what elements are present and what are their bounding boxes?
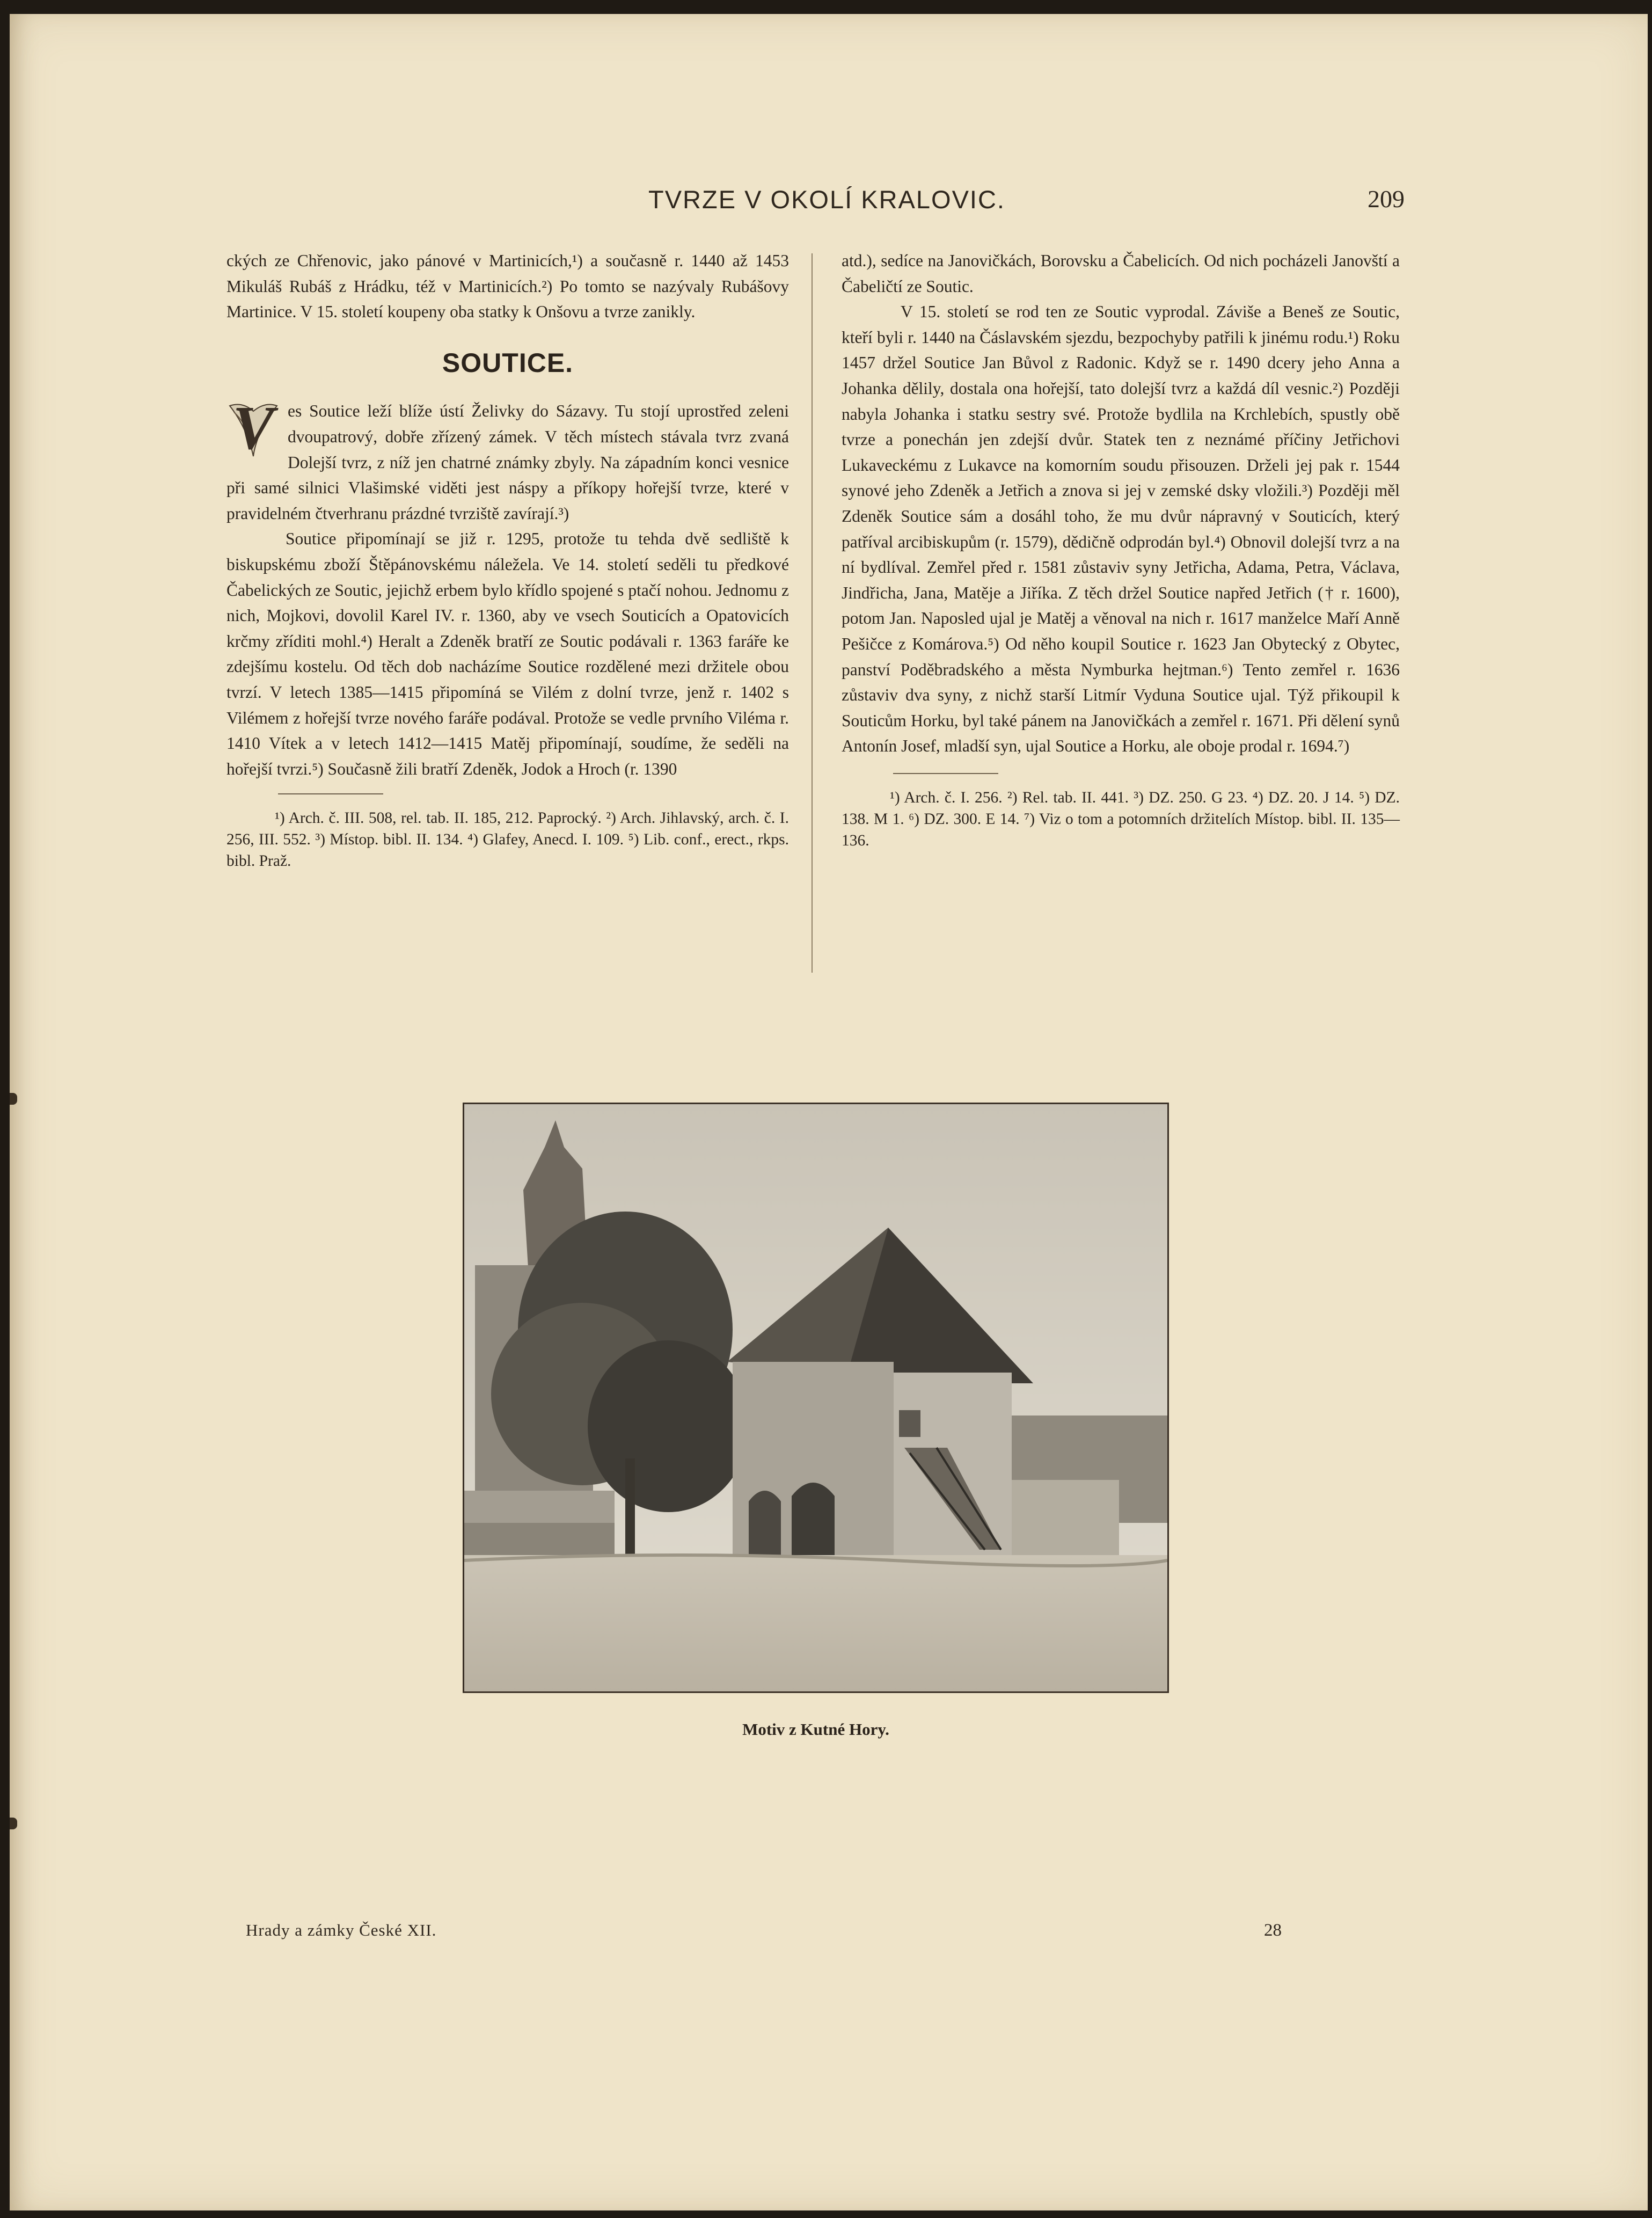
figure-caption: Motiv z Kutné Hory.	[742, 1720, 889, 1739]
right-paragraph-1: atd.), sedíce na Janovičkách, Borovsku a Čabelicích. Od nich pocházeli Janovští a Čabeličtí ze Soutic.	[842, 251, 1400, 296]
binding-mark	[10, 1818, 17, 1829]
footer-book-title: Hrady a zámky České XII.	[246, 1921, 437, 1939]
left-column	[226, 248, 789, 872]
footnote-rule	[893, 773, 998, 774]
footnote-text: ¹) Arch. č. III. 508, rel. tab. II. 185, 212. Paprocký. ²) Arch. Jihlavský, arch. č. I. 256, III. 552. ³) Místop. bibl. II. 134. ⁴) Glafey, Anecd. I. 109. ⁵) Lib. conf., erect., rkps. bibl. Praž.	[226, 809, 789, 870]
page-number: 209	[1368, 185, 1405, 213]
paragraph-text: es Soutice leží blíže ústí Želivky do Sázavy. Tu stojí uprostřed zeleni dvoupatrový, dobře zřízený zámek. V těch místech stávala tvrz zvaná Dolejší tvrz, z níž jen chatrné známky zbyly. Na západním konci vesnice při samé silnici Vlašimské viděti jest náspy a příkopy hořejší tvrze, které v pravidelném čtverhranu prázdné tvrziště zavírají.³)	[226, 402, 789, 523]
dropcap-letter: V	[232, 394, 274, 463]
dropcap-initial	[226, 394, 280, 463]
footnote-rule	[278, 793, 383, 794]
intro-paragraph: ckých ze Chřenovic, jako pánové v Martinicích,¹) a současně r. 1440 až 1453 Mikuláš Rubáš z Hrádku, též v Martinicích.²) Po tomto se nazývaly Rubášovy Martinice. V 15. století koupeny oba statky k Onšovu a tvrze zanikly.	[226, 251, 789, 322]
right-paragraph-2: V 15. století se rod ten ze Soutic vyprodal. Záviše a Beneš ze Soutic, kteří byli r. 1440 na Čáslavském sjezdu, bezpochyby patřili k jinému rodu.¹) Roku 1457 držel Soutice Jan Bůvol z Radonic. Když se r. 1490 dcery jeho Anna a Johanka dělily, dostala ona hořejší, tato dolejší tvrz a každá díl vesnic.²) Později nabyla Johanka i statku sestry své. Protože bydlila na Krchlebích, spustly obě tvrze a ponechán jen zdejší dvůr. Statek ten z neznámé příčiny Jetřichovi Lukaveckému z Lukavce na komorním soudu přisouzen. Drželi jej pak r. 1544 synové jeho Zdeněk a Jetřich a znova si jej v zemské dsky vložili.³) Později měl Zdeněk Soutice sám a dosáhl toho, že mu dvůr nápravný v Souticích, který patříval arcibiskupům (r. 1579), dědičně odprodán byl.⁴) Obnovil dolejší tvrz a na ní bydlíval. Zemřel před r. 1581 zůstaviv syny Jetřicha, Adama, Petra, Václava, Jindřicha, Jana, Matěje a Jiříka. Z těch držel Soutice napřed Jetřich († r. 1600), potom Jan. Naposled ujal je Matěj a věnoval na nich r. 1617 manželce Maří Anně Pešičce z Komárova.⁵) Od něho koupil Soutice r. 1623 Jan Obytecký z Obytec, panství Poděbradského a města Nymburka hejtman.⁶) Tento zemřel r. 1636 zůstaviv dva syny, z nichž starší Litmír Vyduna Soutice ujal. Týž přikoupil k Souticům Horku, byl také pánem na Janovičkách a zemřel r. 1671. Při dělení synů Antonín Josef, mladší syn, ujal Soutice a Horku, ale oboje prodal r. 1694.⁷)	[842, 302, 1400, 756]
gatehouse-illustration-icon	[464, 1104, 1167, 1691]
left-footnotes	[226, 807, 789, 872]
section-title: SOUTICE.	[442, 347, 574, 378]
right-column	[842, 248, 1400, 851]
soutice-paragraph-2: Soutice připomínají se již r. 1295, protože tu tehda dvě sedliště k biskupskému zboží Štěpánovskému náležela. Ve 14. století seděli tu předkové Čabelických ze Soutic, jejichž erbem bylo křídlo spojené s ptačí nohou. Jednomu z nich, Mojkovi, dovolil Karel IV. r. 1360, aby ve vsech Souticích a Opatovicích krčmy zříditi mohl.⁴) Heralt a Zdeněk bratří ze Soutic podávali r. 1363 faráře ke zdejšímu kostelu. Od těch dob nacházíme Soutice rozdělené mezi držitele obou tvrzí. V letech 1385—1415 připomíná se Vilém z dolní tvrze, jenž r. 1402 s Vilémem z hořejší tvrze nového faráře podával. Protože se vedle prvního Viléma r. 1410 Vítek a v letech 1412—1415 Matěj připomínají, soudíme, že seděli na hořejší tvrzi.⁵) Současně žili bratří Zdeněk, Jodok a Hroch (r. 1390	[226, 529, 789, 778]
soutice-paragraph-1	[226, 394, 789, 526]
footnote-text: ¹) Arch. č. I. 256. ²) Rel. tab. II. 441. ³) DZ. 250. G 23. ⁴) DZ. 20. J 14. ⁵) DZ. 138. M 1. ⁶) DZ. 300. E 14. ⁷) Viz o tom a potomních držitelích Místop. bibl. II. 135—136.	[842, 789, 1400, 849]
column-divider	[812, 253, 813, 973]
signature-number: 28	[1264, 1921, 1282, 1940]
running-title: TVRZE V OKOLÍ KRALOVIC.	[648, 185, 1005, 214]
binding-mark	[10, 1093, 17, 1105]
right-footnotes	[842, 787, 1400, 851]
illustration-frame	[463, 1103, 1169, 1693]
